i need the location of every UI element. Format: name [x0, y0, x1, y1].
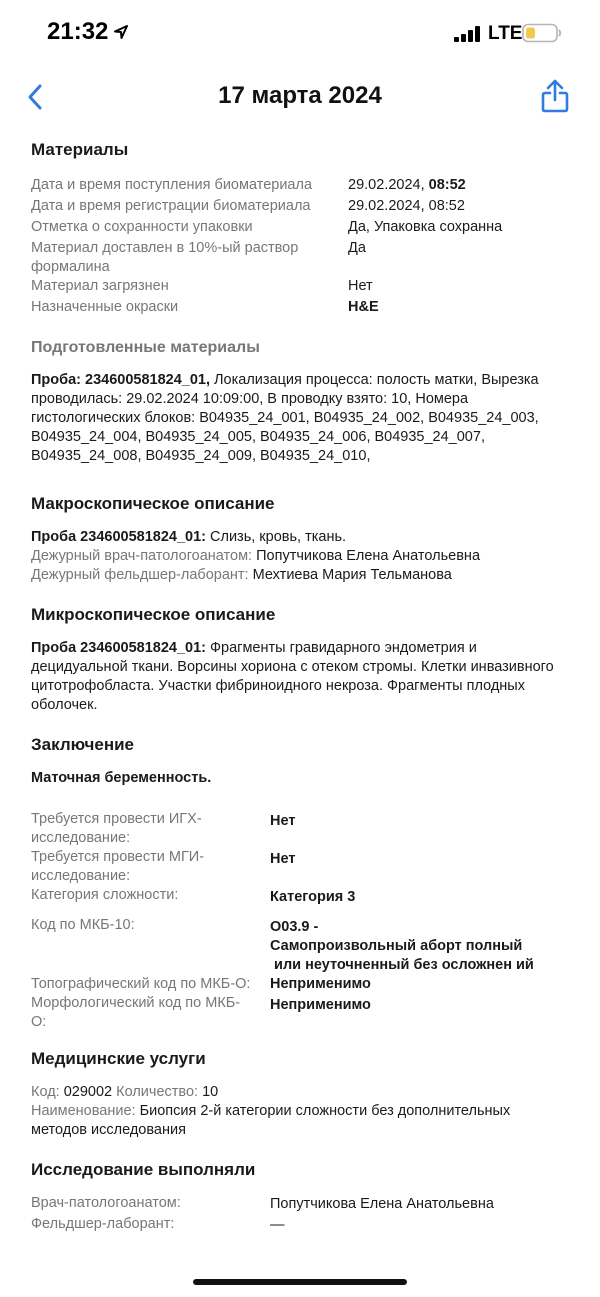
- share-icon[interactable]: [540, 78, 570, 114]
- conclusion-row: [31, 810, 571, 848]
- home-indicator[interactable]: [193, 1279, 407, 1285]
- conclusion-list: [31, 810, 571, 1032]
- status-time: 21:32: [47, 18, 109, 45]
- conclusion-row: [31, 916, 571, 975]
- materials-row-value: H&E: [348, 299, 379, 315]
- conclusion-row-label: Морфологический код по МКБ-О:: [31, 995, 241, 1030]
- macro-body: [31, 528, 571, 585]
- conclusion-section: [31, 735, 571, 1032]
- macro-probe: Проба 234600581824_01: Слизь, кровь, ткань.: [31, 529, 347, 545]
- services-title: Медицинские услуги: [31, 1049, 206, 1068]
- macro-assistant: Дежурный фельдшер-лаборант: Мехтиева Мария Тельманова: [31, 567, 452, 583]
- materials-row-value: 29.02.2024, 08:52: [348, 177, 466, 193]
- materials-row-label: Материал доставлен в 10%-ый раствор формалина: [31, 240, 299, 275]
- conclusion-row-label: Требуется провести ИГХ-исследование:: [31, 811, 202, 846]
- services-body: [31, 1083, 571, 1140]
- performed-row: [31, 1215, 571, 1236]
- diagnosis-text: Маточная беременность.: [31, 770, 212, 786]
- conclusion-row-label: Требуется провести МГИ-исследование:: [31, 849, 205, 884]
- conclusion-row-label: Категория сложности:: [31, 887, 179, 903]
- materials-row-label: Дата и время поступления биоматериала: [31, 177, 313, 193]
- network-type: LTE: [488, 23, 523, 44]
- performed-row: [31, 1194, 571, 1215]
- materials-row-label: Отметка о сохранности упаковки: [31, 219, 253, 235]
- location-arrow-icon: [113, 24, 129, 45]
- micro-text: Проба 234600581824_01: Фрагменты гравидарного эндометрия и децидуальной ткани. Ворсины хориона с отеком стромы. Клетки инвазивного цитотрофобласта. Участки фибриноидного некроза. Фрагменты плодных оболочек.: [31, 640, 554, 713]
- conclusion-row: [31, 848, 571, 886]
- conclusion-row: [31, 886, 571, 916]
- materials-list: [31, 176, 571, 319]
- service-name: Наименование: Биопсия 2-й категории сложности без дополнительных методов исследования: [31, 1103, 511, 1138]
- nav-bar: [0, 72, 600, 122]
- materials-title: Материалы: [31, 140, 129, 159]
- materials-row: [31, 277, 571, 298]
- performed-section: [31, 1160, 571, 1236]
- conclusion-row: [31, 975, 571, 994]
- micro-section: [31, 605, 571, 715]
- prepared-text: Проба: 234600581824_01, Локализация процесса: полость матки, Вырезка проводилась: 29.02.2024 10:09:00, В проводку взято: 10, Номера гистологических блоков: B04935_24_001, B04935_24_002, B04935_24_003, B04935_24_004, B04935_24_005, B04935_24_006, B04935_24_007, B04935_24_008, B04935_24_009, B04935_24_010,: [31, 372, 539, 464]
- performed-row-value: Попутчикова Елена Анатольевна: [270, 1196, 494, 1212]
- materials-row-value: Нет: [348, 278, 373, 294]
- materials-section: [31, 140, 571, 319]
- performed-row-label: Врач-патологоанатом:: [31, 1195, 181, 1211]
- page-title: 17 марта 2024: [218, 82, 382, 109]
- performed-row-label: Фельдшер-лаборант:: [31, 1216, 175, 1232]
- macro-title: Макроскопическое описание: [31, 494, 275, 513]
- macro-section: [31, 494, 571, 585]
- report-content: [31, 140, 571, 1236]
- prepared-title: Подготовленные материалы: [31, 339, 260, 356]
- service-code: Код: 029002 Количество: 10: [31, 1084, 219, 1100]
- macro-doctor: Дежурный врач-патологоанатом: Попутчикова Елена Анатольевна: [31, 548, 481, 564]
- conclusion-row: [31, 994, 571, 1032]
- services-section: [31, 1049, 571, 1140]
- materials-row: [31, 176, 571, 197]
- materials-row: [31, 218, 571, 239]
- icd10-code: O03.9 - Самопроизвольный аборт полный или неуточненный без осложнен ий: [270, 919, 534, 973]
- materials-row: [31, 298, 571, 319]
- performed-list: [31, 1194, 571, 1236]
- materials-row-label: Назначенные окраски: [31, 299, 179, 315]
- performed-row-value: —: [270, 1217, 285, 1233]
- battery-low-icon: [522, 23, 562, 48]
- materials-row-label: Материал загрязнен: [31, 278, 169, 294]
- conclusion-row-value: Неприменимо: [270, 976, 371, 992]
- conclusion-row-value: Нет: [270, 813, 296, 829]
- materials-row: [31, 197, 571, 218]
- signal-bars-icon: [454, 26, 482, 47]
- materials-row-label: Дата и время регистрации биоматериала: [31, 198, 311, 214]
- materials-row: [31, 239, 571, 277]
- materials-row-value: Да: [348, 240, 366, 256]
- conclusion-row-label: Топографический код по МКБ-О:: [31, 976, 251, 992]
- prepared-section: [31, 338, 571, 466]
- conclusion-row-value: Категория 3: [270, 889, 356, 905]
- performed-title: Исследование выполняли: [31, 1160, 256, 1179]
- status-bar: [0, 0, 600, 70]
- conclusion-title: Заключение: [31, 735, 134, 754]
- conclusion-row-value: Неприменимо: [270, 997, 371, 1013]
- micro-title: Микроскопическое описание: [31, 605, 276, 624]
- conclusion-row-value: Нет: [270, 851, 296, 867]
- conclusion-row-label: Код по МКБ-10:: [31, 917, 135, 933]
- materials-row-value: 29.02.2024, 08:52: [348, 198, 465, 214]
- materials-row-value: Да, Упаковка сохранна: [348, 219, 503, 235]
